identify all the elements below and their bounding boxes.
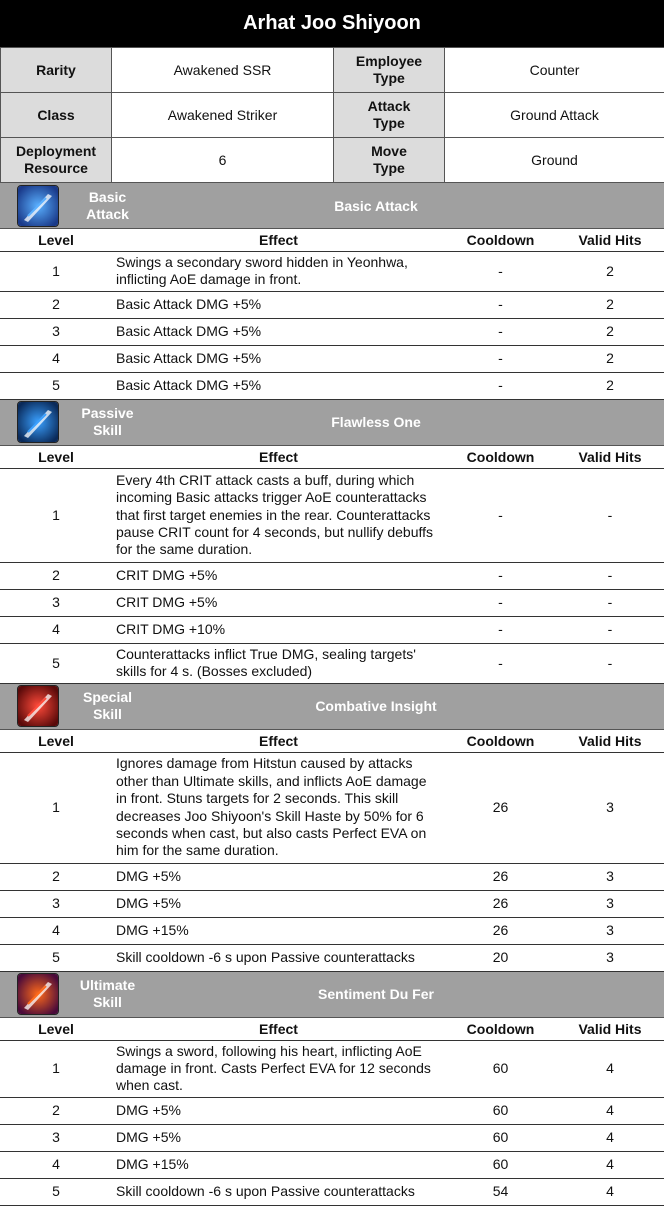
level-cell: 1 [0, 752, 112, 863]
cooldown-cell: - [445, 372, 556, 399]
valid-hits-header: Valid Hits [556, 446, 664, 469]
level-cell: 4 [0, 1151, 112, 1178]
level-cell: 2 [0, 291, 112, 318]
cooldown-cell: 54 [445, 1178, 556, 1205]
info-row [1, 138, 664, 183]
effect-header: Effect [112, 1018, 445, 1041]
employee-type-value: Counter [445, 48, 664, 93]
table-row [0, 562, 664, 589]
table-row [0, 752, 664, 863]
table-row [0, 252, 664, 292]
effect-cell: DMG +15% [112, 917, 445, 944]
effect-cell: Swings a secondary sword hidden in Yeonhwa, inflicting AoE damage in front. [112, 252, 445, 292]
table-row [0, 589, 664, 616]
valid-hits-cell: 2 [556, 372, 664, 399]
deployment-resource-value: 6 [112, 138, 334, 183]
cooldown-cell: 60 [445, 1124, 556, 1151]
skill-name: Basic Attack [202, 198, 550, 214]
cooldown-cell: - [445, 318, 556, 345]
table-row [0, 863, 664, 890]
skill-header [0, 183, 664, 229]
cooldown-cell: - [445, 252, 556, 292]
skill-table [0, 229, 664, 400]
valid-hits-cell: 4 [556, 1040, 664, 1097]
cooldown-cell: 20 [445, 944, 556, 971]
valid-hits-cell: - [556, 616, 664, 643]
deployment-resource-label: Deployment Resource [1, 138, 112, 183]
skills-section [0, 183, 664, 1206]
valid-hits-cell: 3 [556, 863, 664, 890]
effect-cell: Basic Attack DMG +5% [112, 318, 445, 345]
valid-hits-cell: 4 [556, 1151, 664, 1178]
effect-cell: CRIT DMG +10% [112, 616, 445, 643]
table-row [0, 1178, 664, 1205]
effect-cell: DMG +15% [112, 1151, 445, 1178]
valid-hits-cell: - [556, 589, 664, 616]
class-label: Class [1, 93, 112, 138]
rarity-label: Rarity [1, 48, 112, 93]
effect-cell: DMG +5% [112, 1097, 445, 1124]
table-row [0, 291, 664, 318]
table-row [0, 643, 664, 683]
info-row [1, 48, 664, 93]
level-cell: 2 [0, 1097, 112, 1124]
level-cell: 4 [0, 616, 112, 643]
table-row [0, 917, 664, 944]
cooldown-header: Cooldown [445, 730, 556, 753]
valid-hits-cell: 2 [556, 291, 664, 318]
skill-type: Basic Attack [15, 189, 200, 223]
effect-cell: CRIT DMG +5% [112, 589, 445, 616]
skill-name: Sentiment Du Fer [202, 986, 550, 1002]
valid-hits-cell: 3 [556, 890, 664, 917]
level-header: Level [0, 229, 112, 252]
effect-cell: Swings a sword, following his heart, inflicting AoE damage in front. Casts Perfect EVA for 12 seconds when cast. [112, 1040, 445, 1097]
table-row [0, 372, 664, 399]
class-value: Awakened Striker [112, 93, 334, 138]
table-row [0, 890, 664, 917]
valid-hits-cell: 2 [556, 318, 664, 345]
level-cell: 4 [0, 917, 112, 944]
effect-cell: Basic Attack DMG +5% [112, 372, 445, 399]
table-row [0, 616, 664, 643]
attack-type-label: Attack Type [334, 93, 445, 138]
effect-cell: Basic Attack DMG +5% [112, 345, 445, 372]
table-row [0, 1151, 664, 1178]
level-cell: 3 [0, 890, 112, 917]
cooldown-cell: - [445, 589, 556, 616]
valid-hits-cell: - [556, 643, 664, 683]
effect-cell: DMG +5% [112, 863, 445, 890]
cooldown-cell: 60 [445, 1040, 556, 1097]
move-type-value: Ground [445, 138, 664, 183]
cooldown-cell: 60 [445, 1151, 556, 1178]
valid-hits-cell: - [556, 562, 664, 589]
level-cell: 2 [0, 562, 112, 589]
cooldown-cell: - [445, 562, 556, 589]
attack-type-value: Ground Attack [445, 93, 664, 138]
table-row [0, 468, 664, 562]
skill-type: Ultimate Skill [15, 977, 200, 1011]
table-row [0, 1040, 664, 1097]
level-cell: 5 [0, 372, 112, 399]
valid-hits-cell: 3 [556, 917, 664, 944]
skill-type: Special Skill [15, 689, 200, 723]
level-cell: 5 [0, 1178, 112, 1205]
skill-table [0, 730, 664, 972]
effect-cell: Skill cooldown -6 s upon Passive counterattacks [112, 944, 445, 971]
valid-hits-header: Valid Hits [556, 229, 664, 252]
effect-cell: CRIT DMG +5% [112, 562, 445, 589]
valid-hits-cell: 4 [556, 1178, 664, 1205]
cooldown-cell: 26 [445, 752, 556, 863]
level-cell: 1 [0, 252, 112, 292]
valid-hits-cell: 4 [556, 1124, 664, 1151]
cooldown-header: Cooldown [445, 229, 556, 252]
level-cell: 1 [0, 1040, 112, 1097]
level-header: Level [0, 446, 112, 469]
valid-hits-cell: 4 [556, 1097, 664, 1124]
skill-table-header [0, 730, 664, 753]
effect-cell: Every 4th CRIT attack casts a buff, during which incoming Basic attacks trigger AoE counterattacks that first target enemies in the rear. Counterattacks pause CRIT count for 4 seconds, but nullify debuffs for the same duration. [112, 468, 445, 562]
table-row [0, 1124, 664, 1151]
cooldown-cell: 26 [445, 917, 556, 944]
effect-cell: Counterattacks inflict True DMG, sealing targets' skills for 4 s. (Bosses excluded) [112, 643, 445, 683]
skill-table [0, 1018, 664, 1206]
cooldown-cell: - [445, 616, 556, 643]
level-cell: 4 [0, 345, 112, 372]
effect-cell: Skill cooldown -6 s upon Passive counterattacks [112, 1178, 445, 1205]
valid-hits-cell: 3 [556, 944, 664, 971]
effect-cell: DMG +5% [112, 1124, 445, 1151]
level-cell: 3 [0, 1124, 112, 1151]
skill-name: Flawless One [202, 414, 550, 430]
table-row [0, 318, 664, 345]
table-row [0, 345, 664, 372]
valid-hits-header: Valid Hits [556, 1018, 664, 1041]
effect-header: Effect [112, 446, 445, 469]
cooldown-cell: 60 [445, 1097, 556, 1124]
level-header: Level [0, 1018, 112, 1041]
table-row [0, 944, 664, 971]
effect-header: Effect [112, 730, 445, 753]
cooldown-cell: 26 [445, 890, 556, 917]
valid-hits-cell: 3 [556, 752, 664, 863]
valid-hits-cell: 2 [556, 252, 664, 292]
level-cell: 3 [0, 589, 112, 616]
effect-cell: Basic Attack DMG +5% [112, 291, 445, 318]
page-title: Arhat Joo Shiyoon [0, 0, 664, 47]
cooldown-cell: 26 [445, 863, 556, 890]
valid-hits-cell: - [556, 468, 664, 562]
skill-header [0, 684, 664, 730]
employee-type-label: Employee Type [334, 48, 445, 93]
skill-table [0, 446, 664, 684]
skill-table-header [0, 1018, 664, 1041]
skill-header [0, 400, 664, 446]
valid-hits-header: Valid Hits [556, 730, 664, 753]
cooldown-cell: - [445, 345, 556, 372]
level-header: Level [0, 730, 112, 753]
level-cell: 5 [0, 643, 112, 683]
cooldown-header: Cooldown [445, 1018, 556, 1041]
cooldown-header: Cooldown [445, 446, 556, 469]
level-cell: 3 [0, 318, 112, 345]
cooldown-cell: - [445, 291, 556, 318]
cooldown-cell: - [445, 468, 556, 562]
skill-name: Combative Insight [202, 698, 550, 714]
level-cell: 5 [0, 944, 112, 971]
level-cell: 1 [0, 468, 112, 562]
info-row [1, 93, 664, 138]
skill-table-header [0, 446, 664, 469]
cooldown-cell: - [445, 643, 556, 683]
move-type-label: Move Type [334, 138, 445, 183]
skill-type: Passive Skill [15, 405, 200, 439]
rarity-value: Awakened SSR [112, 48, 334, 93]
info-table [0, 47, 664, 183]
skill-header [0, 972, 664, 1018]
valid-hits-cell: 2 [556, 345, 664, 372]
effect-cell: Ignores damage from Hitstun caused by attacks other than Ultimate skills, and inflicts AoE damage in front. Stuns targets for 2 seconds. This skill decreases Joo Shiyoon's Skill Haste by 50% for 6 seconds when cast, but also casts Perfect EVA on him for the same duration. [112, 752, 445, 863]
skill-table-header [0, 229, 664, 252]
level-cell: 2 [0, 863, 112, 890]
table-row [0, 1097, 664, 1124]
effect-header: Effect [112, 229, 445, 252]
effect-cell: DMG +5% [112, 890, 445, 917]
